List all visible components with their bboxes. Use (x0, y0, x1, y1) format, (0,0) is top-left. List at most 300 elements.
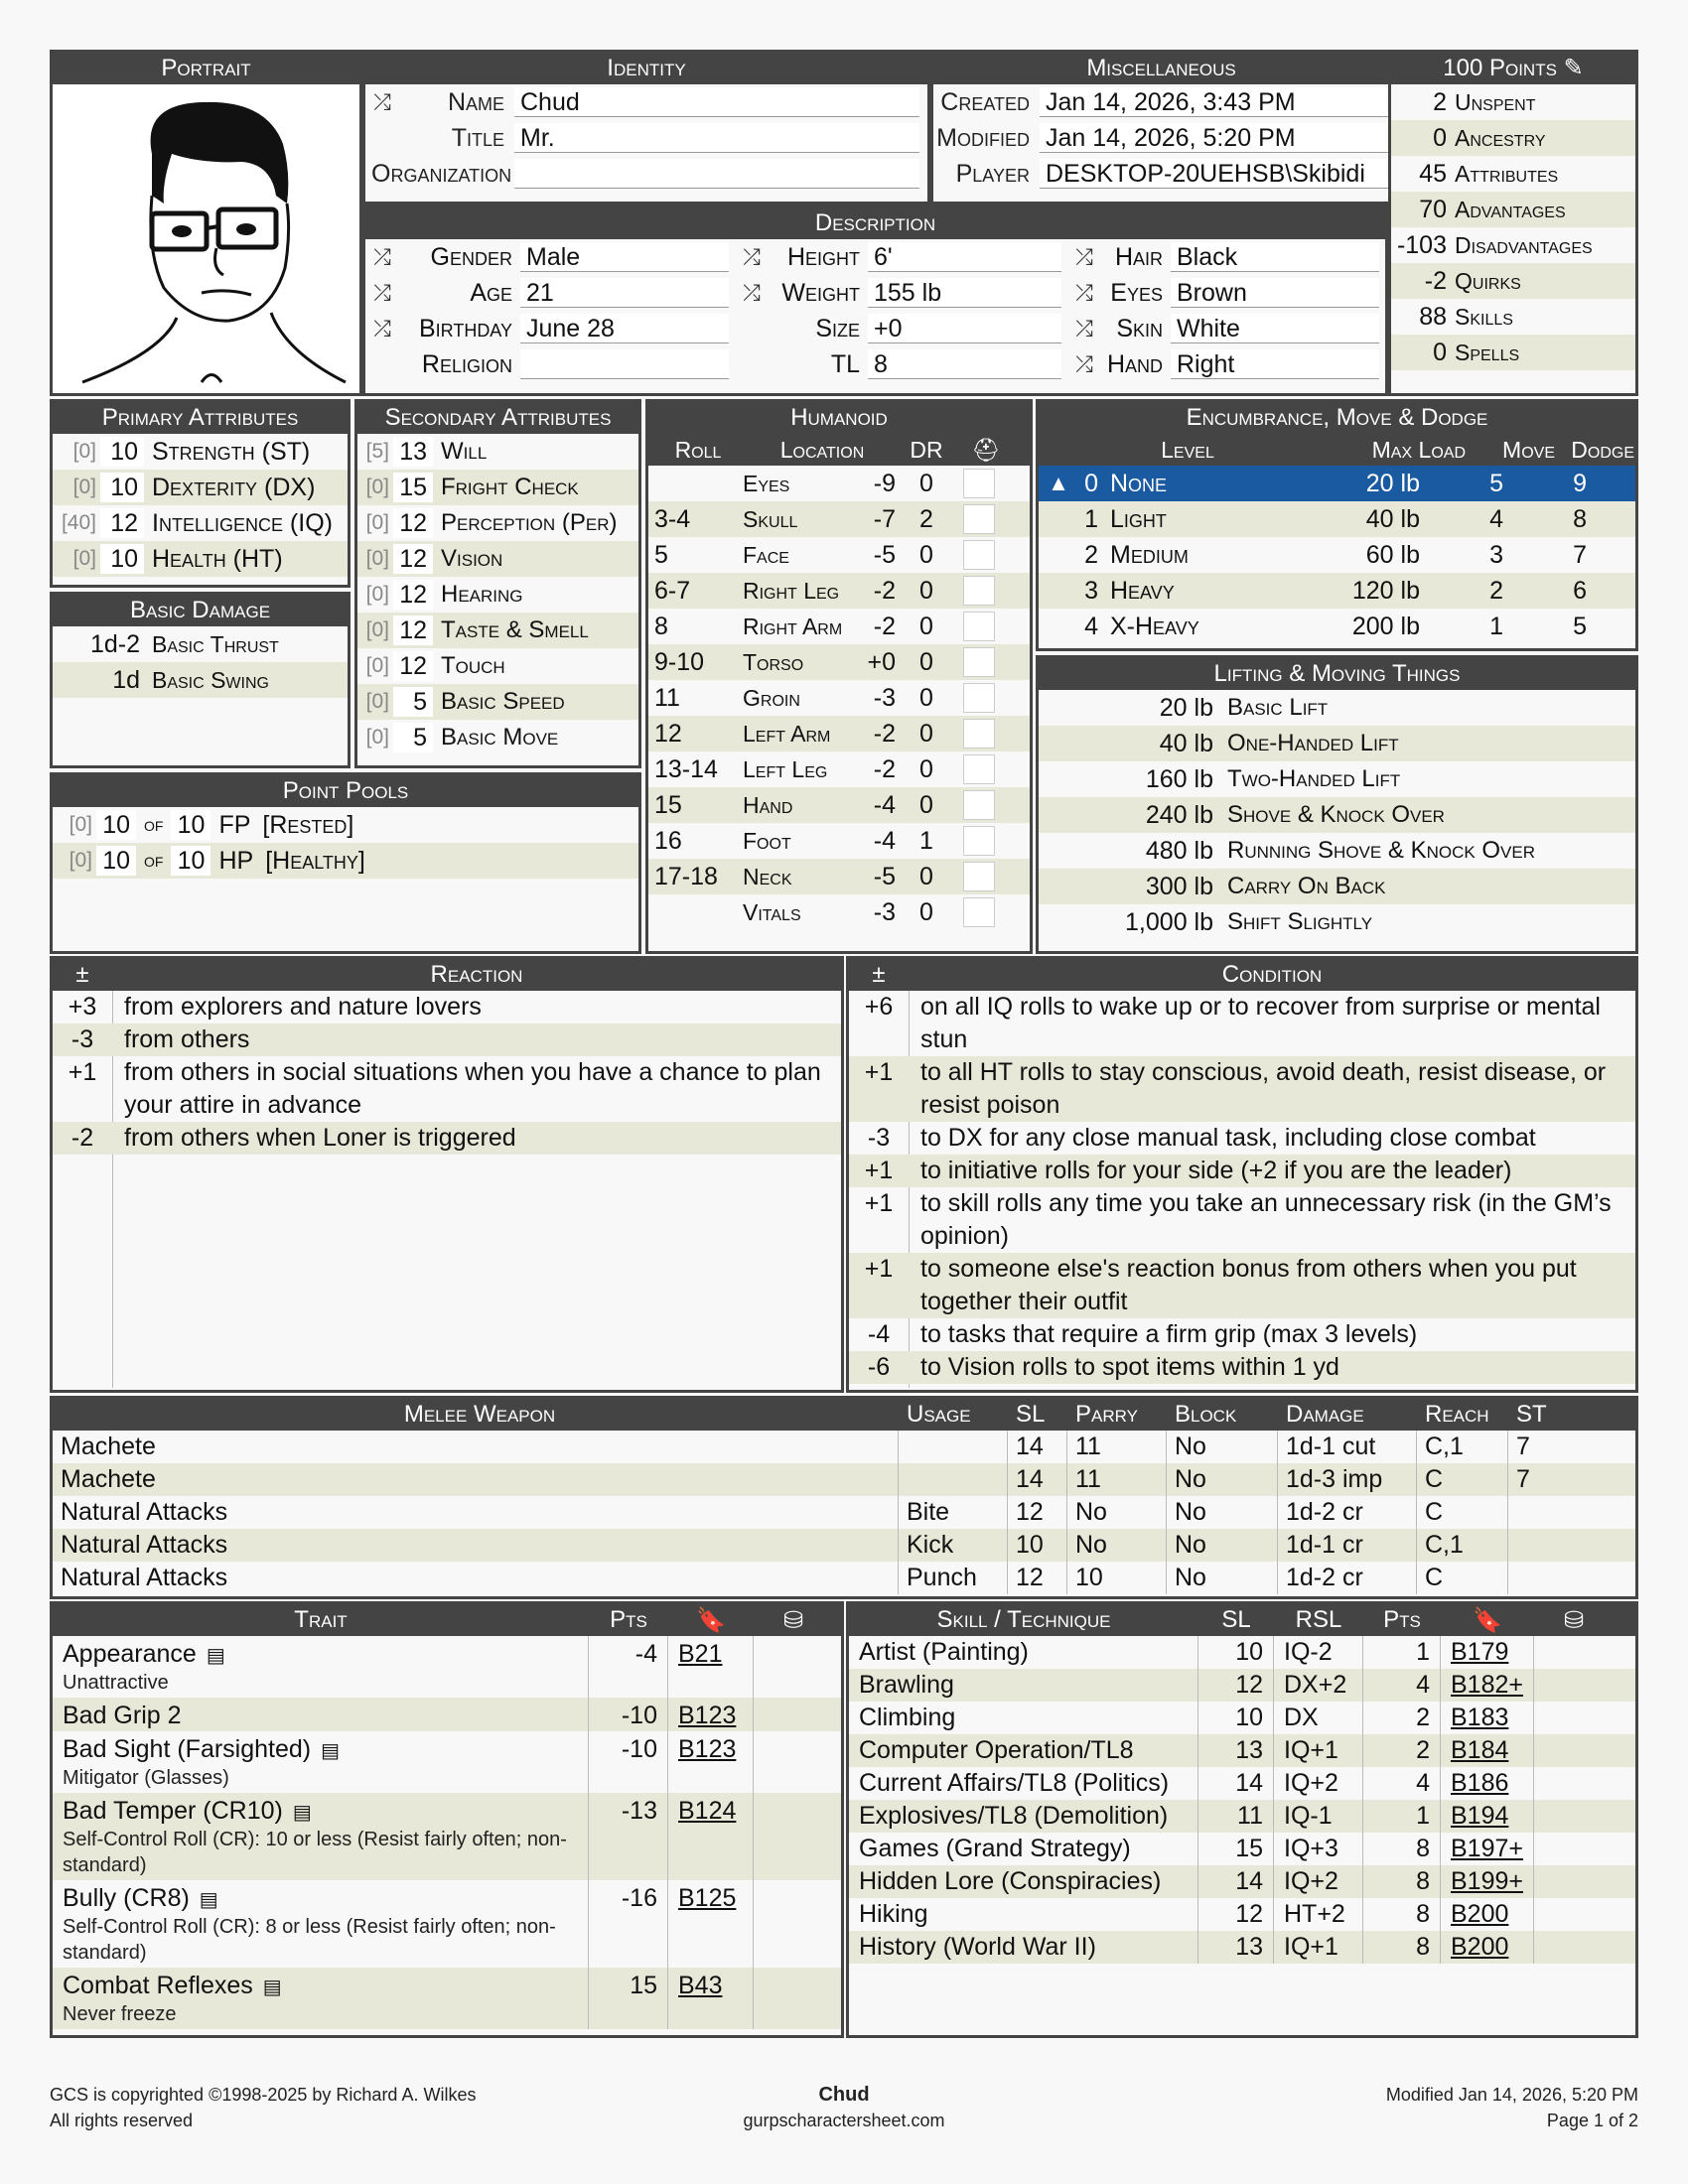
attribute-cost: [0] (365, 618, 389, 641)
randomize-icon[interactable]: ⤮ (373, 280, 391, 305)
description-row (1067, 311, 1385, 346)
skill-name: Explosives/TL8 (Demolition) (849, 1800, 1198, 1833)
reaction-row (53, 991, 841, 1024)
points-value: -2 (1424, 266, 1447, 295)
description-hand-field[interactable]: Right (1171, 349, 1379, 379)
encumbrance-panel (1036, 399, 1638, 651)
hit-dr: 1 (919, 826, 933, 855)
attribute-value[interactable]: 12 (100, 508, 144, 538)
hit-location-name: Right Arm (743, 613, 843, 639)
secondary-attribute-row (357, 720, 638, 755)
melee-cell: 1d-2 cr (1278, 1562, 1417, 1594)
description-hair-field[interactable]: Black (1171, 242, 1379, 272)
points-row (1391, 84, 1635, 120)
skill-reference[interactable]: B183 (1441, 1702, 1534, 1734)
description-gender-label: Gender (430, 242, 512, 271)
reaction-modifier: +1 (68, 1058, 97, 1086)
trait-name: Combat Reflexes (63, 1972, 253, 1999)
melee-cell: Natural Attacks (53, 1496, 899, 1529)
hit-location-checkbox[interactable] (963, 540, 995, 570)
randomize-icon[interactable]: ⤮ (1075, 316, 1093, 341)
calculator-icon[interactable]: ▤ (262, 1977, 282, 1998)
description-row (365, 275, 735, 311)
condition-modifier: +1 (864, 1189, 894, 1217)
trait-row[interactable] (53, 1636, 841, 1698)
encumbrance-row[interactable] (1039, 501, 1635, 537)
reaction-header (53, 959, 841, 991)
skill-row[interactable] (849, 1734, 1635, 1767)
skill-points: 2 (1363, 1734, 1441, 1767)
hit-location-name: Right Leg (743, 577, 840, 604)
skill-source-cell (1534, 1702, 1635, 1734)
melee-cell: No (1167, 1463, 1278, 1496)
organization-label: Organization (371, 159, 512, 188)
hit-modifier: +0 (867, 647, 896, 676)
trait-source-cell (754, 1880, 841, 1968)
condition-row (849, 1318, 1635, 1351)
attribute-name: Vision (441, 545, 503, 572)
skill-relative-level: HT+2 (1274, 1898, 1363, 1931)
lifting-panel (1036, 655, 1638, 954)
encumbrance-row[interactable] (1039, 466, 1635, 501)
skill-row[interactable] (849, 1767, 1635, 1800)
randomize-icon[interactable]: ⤮ (373, 316, 391, 341)
calculator-icon[interactable]: ▤ (321, 1740, 341, 1762)
pool-max[interactable]: 10 (171, 846, 211, 876)
hit-location-checkbox[interactable] (963, 826, 995, 856)
hit-dr: 0 (919, 683, 933, 712)
modified-label: Modified (936, 123, 1030, 152)
dodge-col: Dodge (1571, 436, 1634, 463)
hit-location-row (648, 823, 1030, 859)
hit-location-checkbox[interactable] (963, 754, 995, 784)
lift-row (1039, 690, 1635, 726)
enc-level-number: 0 (1084, 469, 1098, 497)
skill-level: 10 (1198, 1636, 1274, 1669)
skill-relative-level: IQ+1 (1274, 1734, 1363, 1767)
trait-points: -4 (589, 1636, 668, 1698)
skill-reference[interactable]: B200 (1441, 1898, 1534, 1931)
description-height-field[interactable]: 6' (868, 242, 1061, 272)
melee-col-usage: Usage (907, 1401, 971, 1428)
attribute-name: Dexterity (DX) (152, 473, 316, 501)
lift-label: Two-Handed Lift (1227, 765, 1401, 792)
skill-level: 12 (1198, 1898, 1274, 1931)
description-row (735, 346, 1067, 382)
skill-level: 11 (1198, 1800, 1274, 1833)
description-religion-field[interactable] (520, 349, 729, 379)
skill-reference[interactable]: B186 (1441, 1767, 1534, 1800)
condition-text: to DX for any close manual task, including close combat (920, 1124, 1536, 1152)
points-label: Attributes (1455, 160, 1559, 187)
point-pools-panel (50, 772, 641, 954)
hit-location-row (648, 716, 1030, 751)
dr-col: DR (910, 436, 943, 463)
player-label: Player (955, 159, 1030, 188)
melee-cell (1508, 1562, 1635, 1594)
randomize-icon[interactable]: ⤮ (1075, 244, 1093, 269)
hit-location-checkbox[interactable] (963, 719, 995, 749)
attribute-cost: [0] (365, 690, 389, 713)
traits-panel (50, 1601, 844, 2038)
edit-icon[interactable]: ✎ (1563, 55, 1584, 81)
traits-header (53, 1604, 841, 1636)
trait-source-cell (754, 1968, 841, 2029)
trait-reference[interactable]: B123 (668, 1698, 754, 1731)
secondary-attribute-row (357, 684, 638, 720)
pool-state: [Rested] (262, 810, 354, 839)
skill-points: 4 (1363, 1767, 1441, 1800)
randomize-icon[interactable]: ⤮ (1075, 280, 1093, 305)
encumbrance-row[interactable] (1039, 609, 1635, 644)
attribute-value[interactable]: 12 (393, 615, 433, 645)
attribute-value[interactable]: 12 (393, 544, 433, 574)
attribute-row (53, 505, 348, 541)
skill-reference[interactable]: B200 (1441, 1931, 1534, 1964)
condition-text: on all IQ rolls to wake up or to recover from surprise or mental stun (920, 993, 1601, 1053)
points-row (1391, 156, 1635, 192)
attribute-cost: [40] (61, 511, 96, 534)
skill-name: Climbing (849, 1702, 1198, 1734)
skill-row[interactable] (849, 1636, 1635, 1669)
condition-modifier: -6 (867, 1353, 891, 1381)
skill-reference[interactable]: B197+ (1441, 1833, 1534, 1865)
melee-cell: No (1167, 1562, 1278, 1594)
reaction-title: Reaction (430, 961, 523, 988)
skill-points: 8 (1363, 1931, 1441, 1964)
trait-points: -16 (589, 1880, 668, 1968)
skill-row[interactable] (849, 1833, 1635, 1865)
melee-row[interactable] (53, 1496, 1635, 1529)
points-label: Quirks (1455, 267, 1521, 294)
skill-level: 12 (1198, 1669, 1274, 1702)
enc-move: 3 (1489, 540, 1503, 569)
attribute-value[interactable]: 10 (100, 437, 144, 467)
trait-row[interactable] (53, 1968, 841, 2029)
skill-relative-level: IQ+3 (1274, 1833, 1363, 1865)
skill-relative-level: IQ-1 (1274, 1800, 1363, 1833)
melee-cell (899, 1463, 1008, 1496)
trait-name-cell (53, 1968, 589, 2029)
attribute-value[interactable]: 10 (100, 544, 144, 574)
attribute-name: Will (441, 438, 488, 465)
hit-modifier: -5 (873, 862, 896, 890)
rsl-col: RSL (1295, 1606, 1342, 1633)
condition-row (849, 1122, 1635, 1155)
attribute-value[interactable]: 12 (393, 508, 433, 538)
description-age-label: Age (470, 278, 512, 307)
title-field[interactable]: Mr. (514, 123, 919, 153)
attribute-value[interactable]: 5 (393, 687, 433, 717)
hit-location-name: Eyes (743, 470, 790, 496)
hit-location-checkbox[interactable] (963, 790, 995, 820)
points-value: -103 (1396, 230, 1447, 259)
points-label: Ancestry (1455, 124, 1546, 151)
randomize-icon[interactable]: ⤮ (743, 244, 761, 269)
attribute-row (53, 541, 348, 577)
randomize-icon[interactable]: ⤮ (743, 280, 761, 305)
hit-location-checkbox[interactable] (963, 862, 995, 891)
hit-location-checkbox[interactable] (963, 647, 995, 677)
skill-row[interactable] (849, 1669, 1635, 1702)
pool-row (53, 807, 638, 843)
player-field[interactable]: DESKTOP-20UEHSB\Skibidi (1040, 159, 1389, 189)
points-row (1391, 299, 1635, 335)
skill-row[interactable] (849, 1931, 1635, 1964)
hit-location-checkbox[interactable] (963, 469, 995, 498)
hit-modifier: -2 (873, 719, 896, 748)
description-row (365, 346, 735, 382)
footer-modified: Modified Jan 14, 2026, 5:20 PM (1385, 2085, 1638, 2105)
hit-modifier: -4 (873, 826, 896, 855)
attribute-cost: [0] (365, 476, 389, 498)
skill-reference[interactable]: B199+ (1441, 1865, 1534, 1898)
randomize-icon[interactable]: ⤮ (373, 89, 391, 114)
melee-cell (1508, 1529, 1635, 1562)
pool-current[interactable]: 10 (96, 846, 136, 876)
melee-col-melee-weapon: Melee Weapon (403, 1401, 556, 1428)
lift-label: Basic Lift (1227, 694, 1329, 721)
trait-reference[interactable]: B124 (668, 1793, 754, 1880)
hit-roll: 6-7 (654, 576, 691, 605)
damage-name: Basic Thrust (152, 630, 279, 657)
attribute-cost: [0] (365, 583, 389, 606)
trait-name: Bad Grip 2 (63, 1702, 182, 1729)
description-skin-field[interactable]: White (1171, 314, 1379, 343)
encumbrance-row[interactable] (1039, 537, 1635, 573)
trait-row[interactable] (53, 1731, 841, 1793)
skill-level: 10 (1198, 1702, 1274, 1734)
hit-location-checkbox[interactable] (963, 683, 995, 713)
hit-dr: 0 (919, 612, 933, 640)
lift-label: Shift Slightly (1227, 908, 1373, 935)
melee-col-reach: Reach (1425, 1401, 1489, 1428)
encumbrance-row[interactable] (1039, 573, 1635, 609)
trait-row[interactable] (53, 1793, 841, 1880)
pool-current[interactable]: 10 (96, 810, 136, 840)
description-gender-field[interactable]: Male (520, 242, 729, 272)
enc-max-load: 60 lb (1365, 540, 1420, 569)
description-row (735, 275, 1067, 311)
secondary-attributes-panel (354, 399, 641, 768)
points-value: 0 (1433, 338, 1447, 366)
identity-organization-row (365, 156, 927, 192)
hit-location-name: Left Leg (743, 755, 828, 782)
skill-points: 1 (1363, 1800, 1441, 1833)
attribute-value[interactable]: 5 (393, 723, 433, 752)
damage-header: Basic Damage (53, 595, 348, 626)
hit-modifier: -2 (873, 754, 896, 783)
hit-roll: 13-14 (654, 754, 718, 783)
melee-cell: 10 (1067, 1562, 1167, 1594)
title-label: Title (451, 123, 504, 152)
level-col: Level (1161, 436, 1214, 463)
misc-panel (930, 50, 1392, 205)
melee-cell: 14 (1008, 1463, 1067, 1496)
points-title: 100 Points (1443, 55, 1557, 81)
description-birthday-label: Birthday (418, 314, 512, 342)
points-label: Spells (1455, 339, 1520, 365)
calculator-icon[interactable]: ▤ (206, 1645, 225, 1667)
trait-source-cell (754, 1698, 841, 1731)
hit-modifier: -3 (873, 683, 896, 712)
attribute-name: Basic Speed (441, 688, 565, 715)
enc-max-load: 40 lb (1365, 504, 1420, 533)
skills-header (849, 1604, 1635, 1636)
skill-reference[interactable]: B184 (1441, 1734, 1534, 1767)
skill-relative-level: IQ+2 (1274, 1865, 1363, 1898)
trait-row[interactable] (53, 1880, 841, 1968)
attribute-value[interactable]: 15 (393, 473, 433, 502)
rights-text: All rights reserved (50, 2111, 194, 2130)
pool-max[interactable]: 10 (171, 810, 211, 840)
calculator-icon[interactable]: ▤ (292, 1802, 312, 1824)
melee-cell: 1d-2 cr (1278, 1496, 1417, 1529)
enc-max-load: 120 lb (1351, 576, 1420, 605)
hit-location-panel (645, 399, 1033, 954)
hit-location-name: Torso (743, 648, 804, 675)
pool-name: FP (218, 810, 251, 839)
points-value: 2 (1433, 87, 1447, 116)
melee-row[interactable] (53, 1463, 1635, 1496)
pts-col: Pts (1383, 1606, 1421, 1633)
points-row (1391, 227, 1635, 263)
calculator-icon[interactable]: ▤ (199, 1889, 218, 1911)
skill-reference[interactable]: B182+ (1441, 1669, 1534, 1702)
skill-reference[interactable]: B194 (1441, 1800, 1534, 1833)
trait-reference[interactable]: B43 (668, 1968, 754, 2029)
melee-cell: 12 (1008, 1562, 1067, 1594)
trait-note: Self-Control Roll (CR): 10 or less (Resist fairly often; non-standard) (63, 1829, 567, 1876)
melee-cell: C (1417, 1463, 1508, 1496)
description-row (1067, 275, 1385, 311)
hit-location-checkbox[interactable] (963, 612, 995, 641)
portrait-image[interactable] (53, 84, 359, 393)
skill-row[interactable] (849, 1800, 1635, 1833)
description-age-field[interactable]: 21 (520, 278, 729, 308)
trait-name-cell (53, 1698, 589, 1731)
points-label: Disadvantages (1455, 231, 1593, 258)
first-aid-icon: ⛑ (971, 436, 1001, 463)
hit-location-checkbox[interactable] (963, 504, 995, 534)
condition-text: to Vision rolls to spot items within 1 yd (920, 1353, 1339, 1381)
melee-cell: Bite (899, 1496, 1008, 1529)
melee-cell: No (1167, 1496, 1278, 1529)
footer-center (645, 2082, 1043, 2133)
skill-row[interactable] (849, 1898, 1635, 1931)
melee-row[interactable] (53, 1562, 1635, 1594)
condition-modifier: +1 (864, 1157, 894, 1184)
trait-reference[interactable]: B125 (668, 1880, 754, 1968)
trait-row[interactable] (53, 1698, 841, 1731)
database-icon: ⛁ (1563, 1606, 1585, 1634)
skill-name: Current Affairs/TL8 (Politics) (849, 1767, 1198, 1800)
hit-location-row (648, 787, 1030, 823)
attribute-value[interactable]: 13 (393, 437, 433, 467)
description-birthday-field[interactable]: June 28 (520, 314, 729, 343)
damage-name: Basic Swing (152, 666, 269, 693)
trait-source-cell (754, 1793, 841, 1880)
enc-level-number: 1 (1084, 504, 1098, 533)
points-header (1391, 53, 1635, 84)
trait-name: Appearance (63, 1640, 197, 1668)
points-label: Unspent (1455, 88, 1536, 115)
skill-row[interactable] (849, 1865, 1635, 1898)
points-row (1391, 120, 1635, 156)
attribute-name: Intelligence (IQ) (152, 508, 333, 537)
description-hair-label: Hair (1114, 242, 1163, 271)
skill-points: 8 (1363, 1833, 1441, 1865)
created-label: Created (940, 87, 1030, 116)
hit-location-name: Neck (743, 863, 792, 889)
randomize-icon[interactable]: ⤮ (373, 244, 391, 269)
max-load-col: Max Load (1371, 436, 1466, 463)
description-size-field[interactable]: +0 (868, 314, 1061, 343)
identity-panel (362, 50, 930, 205)
melee-row[interactable] (53, 1431, 1635, 1463)
skill-points: 8 (1363, 1898, 1441, 1931)
description-religion-label: Religion (421, 349, 512, 378)
hit-location-name: Hand (743, 791, 793, 818)
hit-location-row (648, 501, 1030, 537)
skill-points: 4 (1363, 1669, 1441, 1702)
name-field[interactable]: Chud (514, 87, 919, 117)
skill-reference[interactable]: B179 (1441, 1636, 1534, 1669)
melee-row[interactable] (53, 1529, 1635, 1562)
attribute-value[interactable]: 12 (393, 651, 433, 681)
condition-row (849, 1351, 1635, 1384)
condition-row (849, 1155, 1635, 1187)
hit-location-checkbox[interactable] (963, 897, 995, 927)
footer-character-name: Chud (818, 2084, 870, 2106)
trait-reference[interactable]: B21 (668, 1636, 754, 1698)
randomize-icon[interactable]: ⤮ (1075, 351, 1093, 376)
description-row (365, 239, 735, 275)
melee-cell: No (1167, 1431, 1278, 1463)
points-value: 88 (1419, 302, 1447, 331)
organization-field[interactable] (514, 159, 919, 189)
trait-note: Unattractive (63, 1672, 169, 1694)
hit-modifier: -2 (873, 612, 896, 640)
attribute-value[interactable]: 12 (393, 580, 433, 610)
melee-cell: 1d-1 cr (1278, 1529, 1417, 1562)
trait-reference[interactable]: B123 (668, 1731, 754, 1793)
description-tl-field[interactable]: 8 (868, 349, 1061, 379)
attribute-value[interactable]: 10 (100, 473, 144, 502)
condition-pm-col: ± (872, 961, 886, 988)
condition-row (849, 991, 1635, 1056)
description-weight-field[interactable]: 155 lb (868, 278, 1061, 308)
pool-cost: [0] (69, 849, 92, 872)
skill-name: Hiking (849, 1898, 1198, 1931)
condition-text: to skill rolls any time you take an unnecessary risk (in the GM’s opinion) (920, 1189, 1612, 1250)
melee-cell: 12 (1008, 1496, 1067, 1529)
skill-row[interactable] (849, 1702, 1635, 1734)
melee-cell: 1d-3 imp (1278, 1463, 1417, 1496)
portrait-header: Portrait (53, 53, 359, 84)
skill-source-cell (1534, 1636, 1635, 1669)
skill-level: 14 (1198, 1865, 1274, 1898)
attribute-cost: [0] (365, 511, 389, 534)
hit-location-checkbox[interactable] (963, 576, 995, 606)
reaction-row (53, 1024, 841, 1056)
hit-roll: 3-4 (654, 504, 691, 533)
attribute-name: Health (HT) (152, 544, 283, 573)
created-field: Jan 14, 2026, 3:43 PM (1040, 87, 1389, 117)
hit-location-name: Vitals (743, 898, 801, 925)
skill-source-cell (1534, 1767, 1635, 1800)
description-eyes-field[interactable]: Brown (1171, 278, 1379, 308)
